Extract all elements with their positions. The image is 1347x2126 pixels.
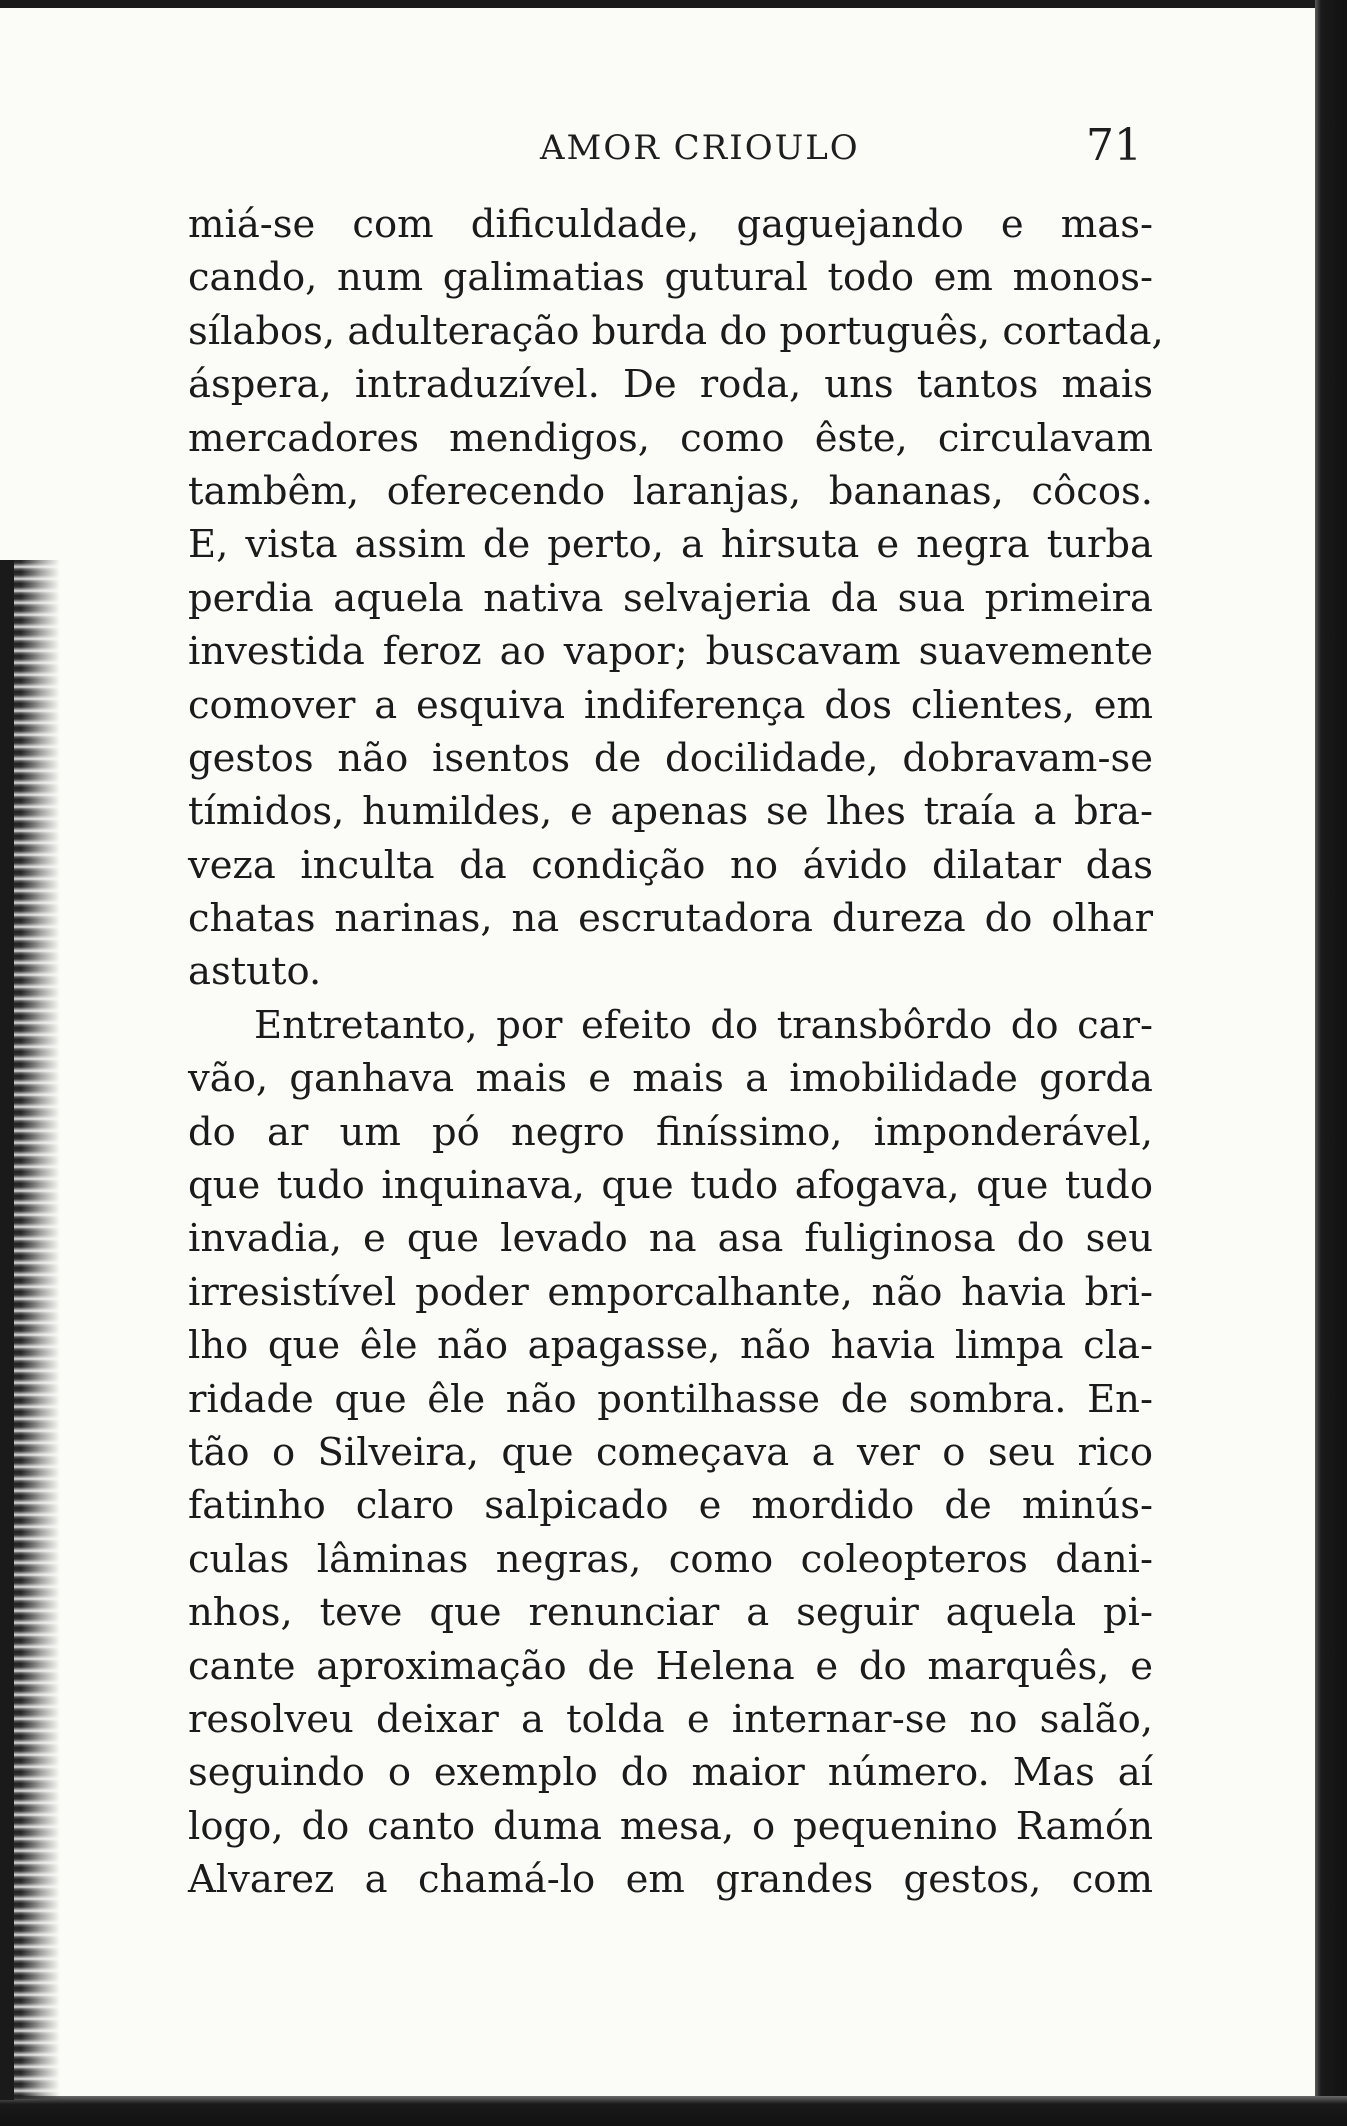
text-line: cante aproximação de Helena e do marquês, e <box>188 1643 1153 1689</box>
text-line: logo, do canto duma mesa, o pequenino Ramón <box>188 1803 1153 1849</box>
book-binding-edge <box>0 560 14 2100</box>
text-line: irresistível poder emporcalhante, não havia bri- <box>188 1269 1153 1315</box>
text-line: veza inculta da condição no ávido dilatar das <box>188 842 1153 888</box>
text-line: tambêm, oferecendo laranjas, bananas, côcos. <box>188 468 1153 514</box>
text-line: culas lâminas negras, como coleopteros dani- <box>188 1536 1153 1582</box>
text-line: ridade que êle não pontilhasse de sombra. En- <box>188 1376 1153 1422</box>
running-title: AMOR CRIOULO <box>540 128 860 168</box>
text-line: cando, num galimatias gutural todo em monos- <box>188 255 1153 301</box>
scan-edge-top <box>0 0 1347 8</box>
text-line-paragraph-end: astuto. <box>188 949 322 995</box>
text-line: lho que êle não apagasse, não havia limpa cla- <box>188 1323 1153 1369</box>
text-line: miá-se com dificuldade, gaguejando e mas- <box>188 202 1153 247</box>
text-line: investida feroz ao vapor; buscavam suavemente <box>188 629 1153 675</box>
text-line: nhos, teve que renunciar a seguir aquela pi- <box>188 1590 1153 1636</box>
text-line: do ar um pó negro finíssimo, imponderável, <box>188 1109 1153 1155</box>
text-line: fatinho claro salpicado e mordido de minús- <box>188 1483 1153 1529</box>
text-line: sílabos, adulteração burda do português, cortada, <box>188 308 1164 354</box>
text-line: perdia aquela nativa selvajeria da sua primeira <box>188 575 1153 621</box>
text-line: tímidos, humildes, e apenas se lhes traía a bra- <box>188 789 1153 835</box>
text-line: tão o Silveira, que começava a ver o seu rico <box>188 1429 1153 1475</box>
text-line: comover a esquiva indiferença dos clientes, em <box>188 682 1153 728</box>
scan-edge-right <box>1315 0 1347 2126</box>
text-line: chatas narinas, na escrutadora dureza do olhar <box>188 896 1153 942</box>
text-line: gestos não isentos de docilidade, dobravam-se <box>188 735 1153 781</box>
text-line: invadia, e que levado na asa fuliginosa do seu <box>188 1216 1153 1262</box>
text-line: vão, ganhava mais e mais a imobilidade gorda <box>188 1056 1153 1102</box>
text-line: resolveu deixar a tolda e internar-se no salão, <box>188 1696 1153 1742</box>
scan-edge-bottom <box>0 2096 1347 2126</box>
text-line: áspera, intraduzível. De roda, uns tantos mais <box>188 362 1153 408</box>
text-line: que tudo inquinava, que tudo afogava, que tudo <box>188 1163 1153 1209</box>
page-number: 71 <box>1086 120 1142 171</box>
body-text <box>188 198 1164 1907</box>
text-line: E, vista assim de perto, a hirsuta e negra turba <box>188 522 1153 568</box>
text-line: Alvarez a chamá-lo em grandes gestos, com <box>188 1857 1153 1903</box>
text-line-paragraph-start: Entretanto, por efeito do transbôrdo do car- <box>254 1002 1153 1048</box>
text-line: mercadores mendigos, como êste, circulavam <box>188 415 1153 461</box>
text-line: seguindo o exemplo do maior número. Mas aí <box>188 1750 1153 1796</box>
page-header <box>190 116 1148 176</box>
